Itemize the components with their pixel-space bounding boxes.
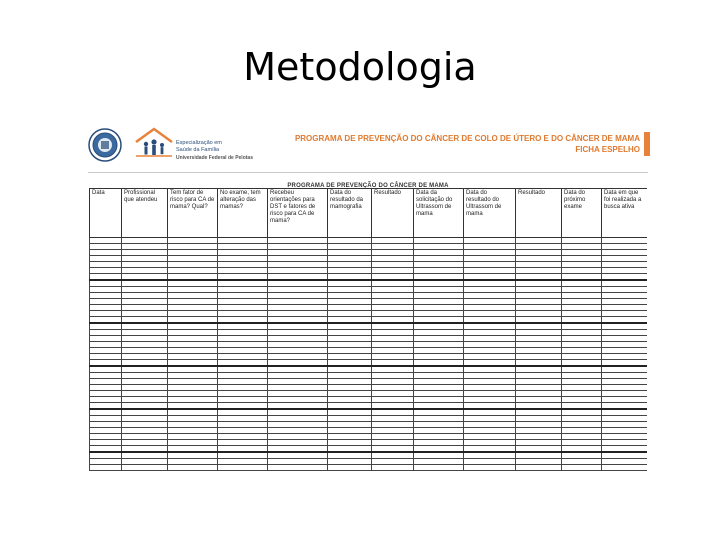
column-header: Tem fator de risco para CA de mama? Qual? [168,189,218,238]
program-subtitle: FICHA ESPELHO [575,145,640,154]
table-cell [122,465,168,471]
column-header: No exame, tem alteração das mamas? [218,189,268,238]
university-seal-icon [88,128,122,162]
column-header: Data do resultado da mamografia [328,189,372,238]
header-divider [88,172,648,173]
slide-title: Metodologia [243,45,477,89]
table-cell [218,465,268,471]
logo-text-line-2: Saúde da Família [176,147,220,153]
table-cell [328,465,372,471]
document-header [88,124,652,166]
table-cell [90,465,122,471]
record-sheet [89,188,647,482]
record-table [89,188,647,471]
column-header: Data em que foi realizada a busca ativa [602,189,648,238]
table-cell [562,465,602,471]
table-cell [372,465,414,471]
column-header: Profissional que atendeu [122,189,168,238]
column-header: Data [90,189,122,238]
program-logo [134,126,284,164]
column-header: Resultado [516,189,562,238]
column-header: Data da solicitação do Ultrassom de mama [414,189,464,238]
table-header-row [90,189,648,238]
column-header: Recebeu orientações para DST e fatores de risco para CA de mama? [268,189,328,238]
program-title: PROGRAMA DE PREVENÇÃO DO CÂNCER DE COLO DE ÚTERO E DO CÂNCER DE MAMA [294,134,640,143]
column-header: Data do resultado do Ultrassom de mama [464,189,516,238]
column-header: Resultado [372,189,414,238]
table-cell [602,465,648,471]
accent-bar [644,132,650,156]
table-row [90,465,648,471]
table-body [90,238,648,471]
column-header: Data do próximo exame [562,189,602,238]
table-cell [414,465,464,471]
family-house-icon [134,126,174,160]
logo-text-line-1: Especialização em [176,140,222,146]
table-cell [168,465,218,471]
table-cell [516,465,562,471]
table-cell [268,465,328,471]
table-cell [464,465,516,471]
table-caption: PROGRAMA DE PREVENÇÃO DO CÂNCER DE MAMA [287,183,449,189]
logo-text-line-3: Universidade Federal de Pelotas [176,155,253,161]
